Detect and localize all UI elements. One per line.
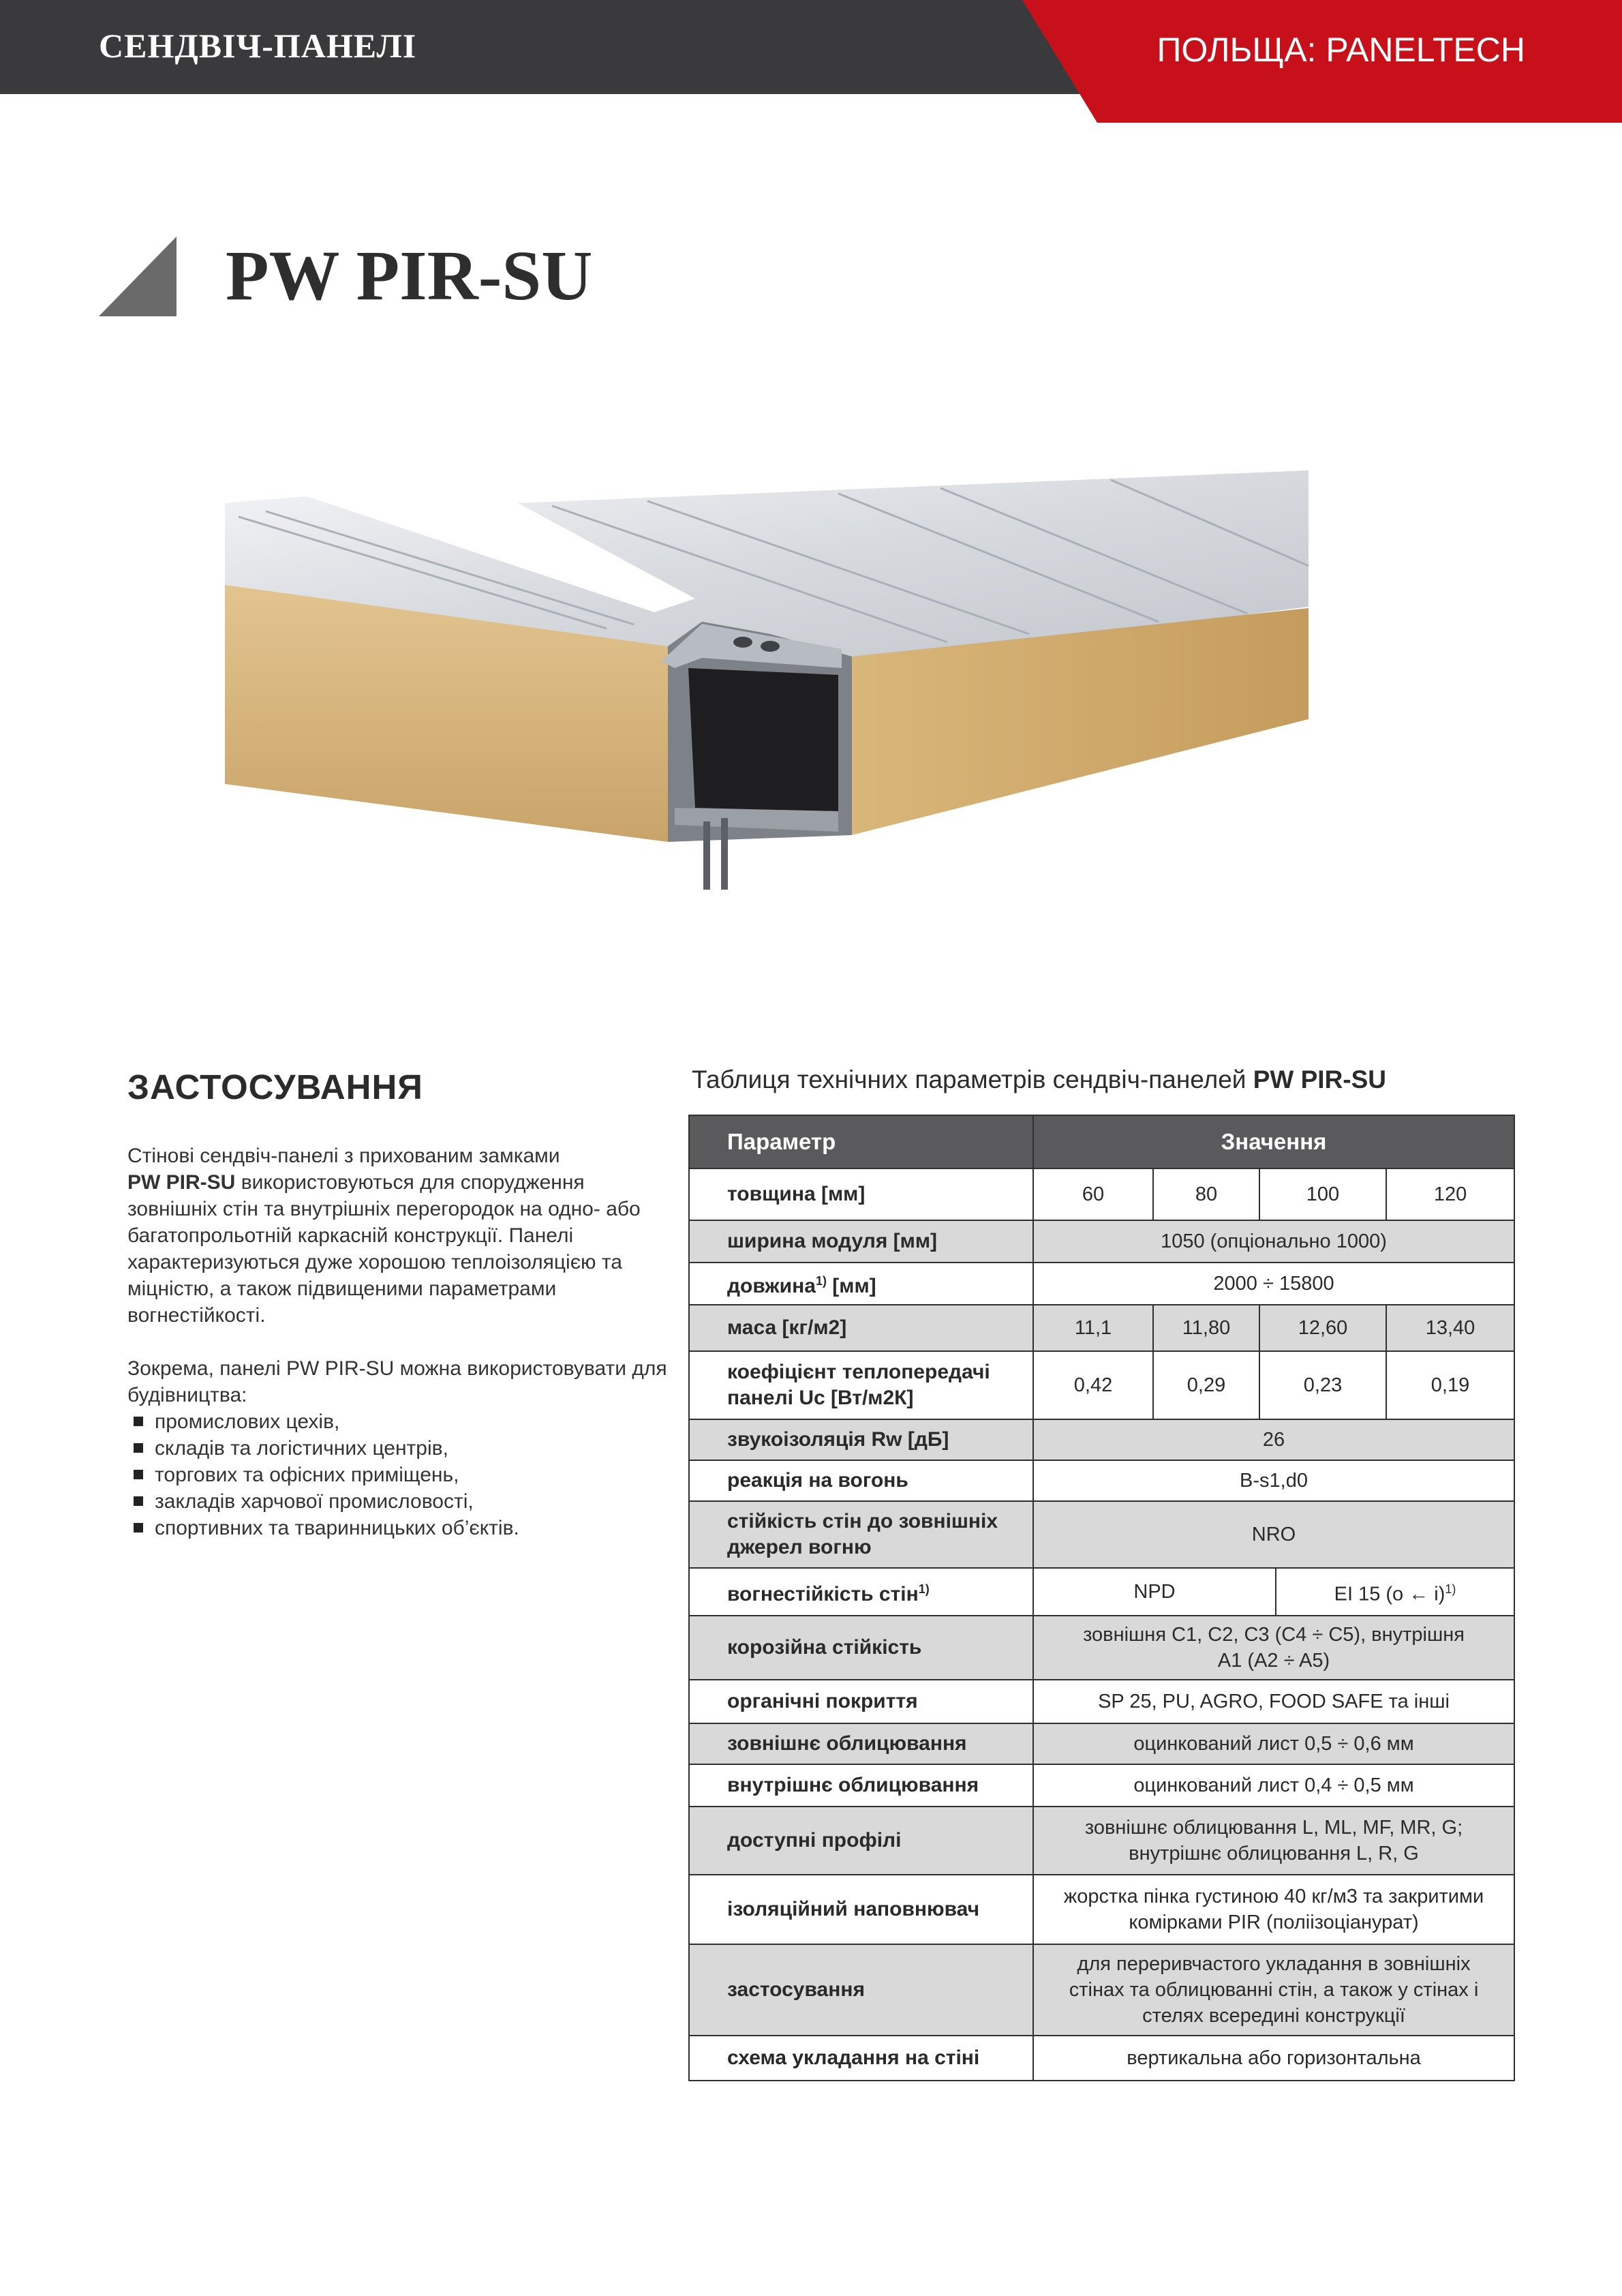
list-item <box>127 1435 673 1462</box>
table-title-product: PW PIR-SU <box>1253 1066 1387 1093</box>
cell-value: оцинкований лист 0,4 ÷ 0,5 мм <box>1033 1764 1514 1807</box>
row-label: органічні покриття <box>689 1680 1033 1723</box>
application-product-name: PW PIR-SU <box>127 1171 236 1194</box>
list-item-text: складів та логістичних центрів, <box>155 1437 448 1460</box>
bullet-square-icon <box>134 1417 143 1426</box>
sandwich-panel-illustration <box>225 464 1315 941</box>
cell-value: 2000 ÷ 15800 <box>1033 1263 1514 1305</box>
cell-value: 80 <box>1153 1168 1259 1220</box>
table-row <box>689 1807 1514 1875</box>
cell-value: 1050 (опціонально 1000) <box>1033 1220 1514 1263</box>
bullet-square-icon <box>134 1496 143 1506</box>
cell-value: 11,80 <box>1153 1305 1259 1351</box>
table-row <box>689 1168 1514 1220</box>
title-triangle-icon <box>99 237 177 316</box>
list-item-text: промислових цехів, <box>155 1410 340 1433</box>
footnote-mark: 1) <box>815 1274 827 1288</box>
application-paragraph-1-start: Стінові сендвіч-панелі з прихованим замками <box>127 1145 560 1167</box>
table-row <box>689 1568 1514 1616</box>
list-item-text: спортивних та тваринницьких об’єктів. <box>155 1517 519 1539</box>
row-label-unit: [мм] <box>826 1275 876 1297</box>
row-label <box>689 1263 1033 1305</box>
table-row <box>689 1875 1514 1944</box>
cell-value: 0,23 <box>1259 1351 1386 1419</box>
row-label: реакція на вогонь <box>689 1460 1033 1501</box>
section-label: СЕНДВІЧ-ПАНЕЛІ <box>99 27 417 65</box>
row-label: ширина модуля [мм] <box>689 1220 1033 1263</box>
table-row <box>689 1220 1514 1263</box>
table-row <box>689 1764 1514 1807</box>
row-label: стійкість стін до зовнішніх джерел вогню <box>689 1501 1033 1568</box>
row-label: маса [кг/м2] <box>689 1305 1033 1351</box>
cell-value <box>1276 1568 1514 1616</box>
table-row <box>689 2036 1514 2081</box>
application-paragraph-1-rest: використовуються для спорудження зовнішніх стін та внутрішніх перегородок на одно- або багатопрольотній каркасній конструкції. Панелі характеризуються дуже хорошою теплоізоляцією та міцністю, а також підвищеними параметрами вогнестійкості. <box>127 1171 641 1327</box>
row-label: ізоляційний наповнювач <box>689 1875 1033 1944</box>
row-label: корозійна стійкість <box>689 1616 1033 1680</box>
application-paragraph-2: Зокрема, панелі PW PIR-SU можна використовувати для будівництва: <box>127 1357 667 1406</box>
cell-value: 12,60 <box>1259 1305 1386 1351</box>
cell-value: 60 <box>1033 1168 1153 1220</box>
row-label <box>689 1568 1033 1616</box>
row-label: внутрішнє облицювання <box>689 1764 1033 1807</box>
footnote-mark: 1) <box>918 1582 930 1596</box>
col-value-header: Значення <box>1033 1115 1514 1168</box>
row-label: застосування <box>689 1944 1033 2036</box>
list-item-text: торгових та офісних приміщень, <box>155 1464 459 1486</box>
cell-value: 120 <box>1386 1168 1514 1220</box>
cell-value: вертикальна або горизонтальна <box>1033 2036 1514 2081</box>
row-label: коефіцієнт теплопередачі панелі Uc [Вт/м2К] <box>689 1351 1033 1419</box>
row-label: товщина [мм] <box>689 1168 1033 1220</box>
spec-table <box>688 1115 1515 2081</box>
cell-value: 0,19 <box>1386 1351 1514 1419</box>
row-label: схема укладання на стіні <box>689 2036 1033 2081</box>
col-param-header: Параметр <box>689 1115 1033 1168</box>
table-row <box>689 1501 1514 1568</box>
table-row <box>689 1419 1514 1460</box>
table-row <box>689 1680 1514 1723</box>
cell-value: жорстка пінка густиною 40 кг/м3 та закритими комірками PIR (поліізоціанурат) <box>1033 1875 1514 1944</box>
table-title-text: Таблиця технічних параметрів сендвіч-панелей <box>692 1066 1246 1093</box>
table-row <box>689 1723 1514 1764</box>
application-heading: ЗАСТОСУВАННЯ <box>127 1068 423 1106</box>
list-item-text: закладів харчової промисловості, <box>155 1490 474 1513</box>
list-item <box>127 1515 673 1541</box>
cell-value: NRO <box>1033 1501 1514 1568</box>
application-paragraph-1 <box>127 1143 673 1329</box>
cell-value: NPD <box>1033 1568 1276 1616</box>
cell-value: зовнішня C1, C2, C3 (C4 ÷ C5), внутрішня A1 (A2 ÷ A5) <box>1033 1616 1514 1680</box>
cell-value: B-s1,d0 <box>1033 1460 1514 1501</box>
cell-value: SP 25, PU, AGRO, FOOD SAFE та інші <box>1033 1680 1514 1723</box>
row-label: звукоізоляція Rw [дБ] <box>689 1419 1033 1460</box>
brand-label: ПОЛЬЩА: PANELTECH <box>1157 31 1525 69</box>
table-row <box>689 1305 1514 1351</box>
row-label: доступні профілі <box>689 1807 1033 1875</box>
table-row <box>689 1616 1514 1680</box>
cell-value-text: EI 15 (o ← i) <box>1334 1583 1445 1605</box>
footnote-mark: 1) <box>1445 1582 1456 1597</box>
row-label-text: вогнестійкість стін <box>727 1583 919 1605</box>
cell-value: 100 <box>1259 1168 1386 1220</box>
list-item <box>127 1462 673 1488</box>
table-row <box>689 1263 1514 1305</box>
row-label-text: довжина <box>727 1275 816 1297</box>
cell-value: 0,29 <box>1153 1351 1259 1419</box>
cell-value: 0,42 <box>1033 1351 1153 1419</box>
cell-value: оцинкований лист 0,5 ÷ 0,6 мм <box>1033 1723 1514 1764</box>
table-row <box>689 1460 1514 1501</box>
application-text <box>127 1143 673 1541</box>
cell-value: 26 <box>1033 1419 1514 1460</box>
cell-value: 11,1 <box>1033 1305 1153 1351</box>
list-item <box>127 1408 673 1435</box>
page-title: PW PIR-SU <box>226 237 593 315</box>
table-title <box>692 1066 1386 1094</box>
cell-value: зовнішнє облицювання L, ML, MF, MR, G; внутрішнє облицювання L, R, G <box>1033 1807 1514 1875</box>
table-row <box>689 1351 1514 1419</box>
cell-value: 13,40 <box>1386 1305 1514 1351</box>
table-row <box>689 1944 1514 2036</box>
row-label: зовнішнє облицювання <box>689 1723 1033 1764</box>
bullet-square-icon <box>134 1443 143 1453</box>
cell-value: для переривчастого укладання в зовнішніх стінах та облицюванні стін, а також у стінах і стелях всередині конструкції <box>1033 1944 1514 2036</box>
bullet-square-icon <box>134 1523 143 1532</box>
application-list <box>127 1408 673 1541</box>
list-item <box>127 1488 673 1515</box>
table-header-row <box>689 1115 1514 1168</box>
bullet-square-icon <box>134 1470 143 1479</box>
